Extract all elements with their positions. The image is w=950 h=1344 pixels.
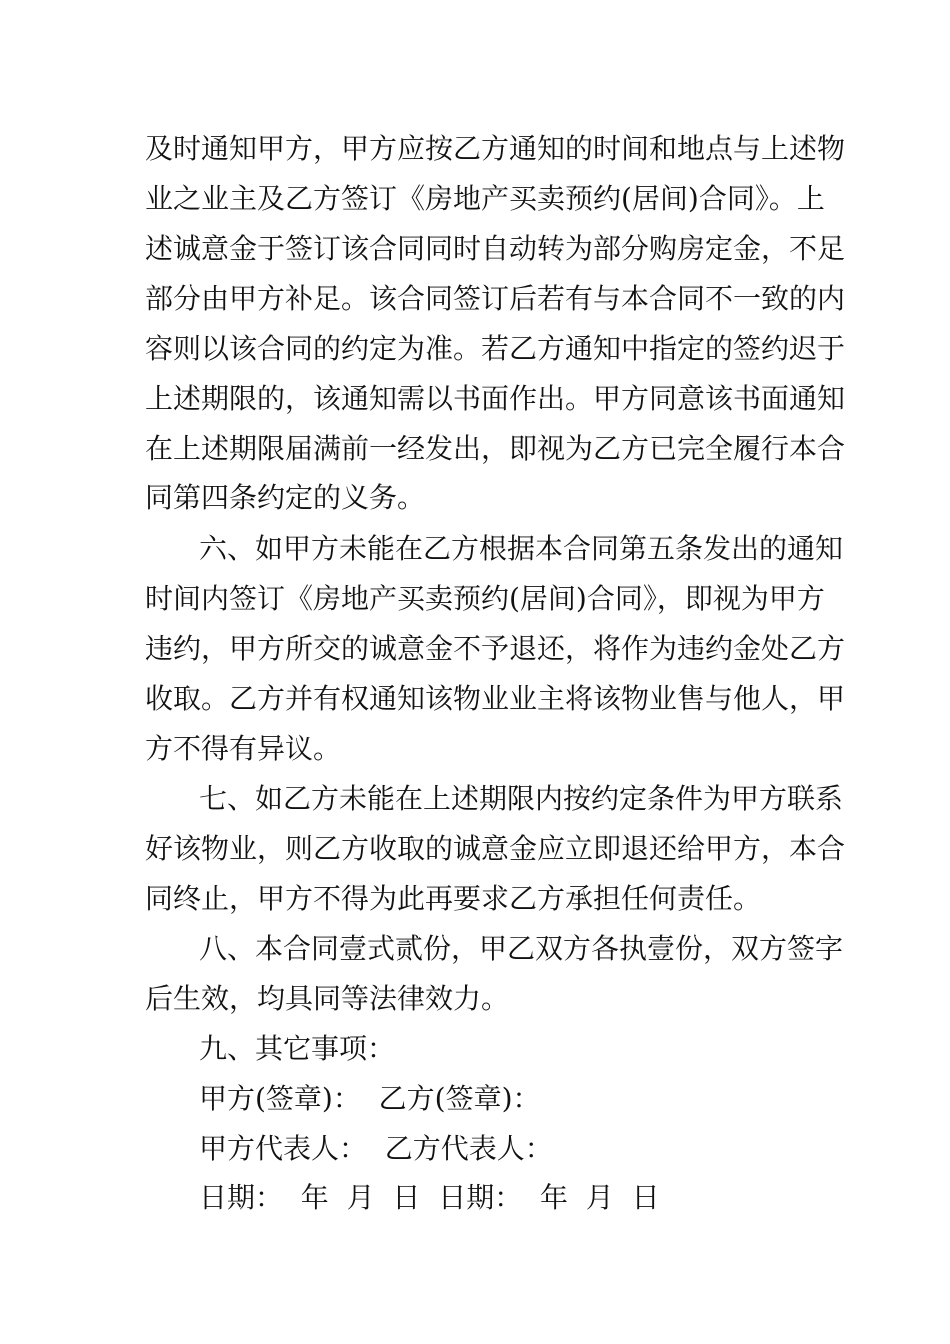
text-line: 违约，甲方所交的诚意金不予退还，将作为违约金处乙方 [145, 632, 846, 665]
text-line: 及时通知甲方，甲方应按乙方通知的时间和地点与上述物 [145, 132, 846, 165]
text-line: 时间内签订《房地产买卖预约(居间)合同》，即视为甲方 [145, 582, 825, 615]
text-line: 九、其它事项： [199, 1032, 396, 1065]
text-line: 同终止，甲方不得为此再要求乙方承担任何责任。 [145, 882, 762, 915]
date-line: 日期： 年 月 日 日期： 年 月 日 [199, 1181, 660, 1214]
signature-line: 甲方(签章)： 乙方(签章)： [199, 1082, 541, 1115]
text-line: 在上述期限届满前一经发出，即视为乙方已完全履行本合 [145, 432, 846, 465]
text-line: 七、如乙方未能在上述期限内按约定条件为甲方联系 [199, 782, 844, 815]
text-line: 上述期限的，该通知需以书面作出。甲方同意该书面通知 [145, 382, 846, 415]
text-line: 六、如甲方未能在乙方根据本合同第五条发出的通知 [199, 532, 844, 565]
representative-line: 甲方代表人： 乙方代表人： [199, 1132, 553, 1165]
text-line: 部分由甲方补足。该合同签订后若有与本合同不一致的内 [145, 282, 846, 315]
text-line: 后生效，均具同等法律效力。 [145, 982, 510, 1015]
text-line: 业之业主及乙方签订《房地产买卖预约(居间)合同》。上 [145, 182, 825, 215]
text-line: 同第四条约定的义务。 [145, 481, 426, 514]
text-line: 八、本合同壹式贰份，甲乙双方各执壹份，双方签字 [199, 932, 844, 965]
text-line: 好该物业，则乙方收取的诚意金应立即退还给甲方，本合 [145, 832, 846, 865]
text-line: 收取。乙方并有权通知该物业业主将该物业售与他人，甲 [145, 682, 846, 715]
text-line: 方不得有异议。 [145, 732, 342, 765]
text-line: 容则以该合同的约定为准。若乙方通知中指定的签约迟于 [145, 332, 846, 365]
text-line: 述诚意金于签订该合同同时自动转为部分购房定金，不足 [145, 232, 846, 265]
